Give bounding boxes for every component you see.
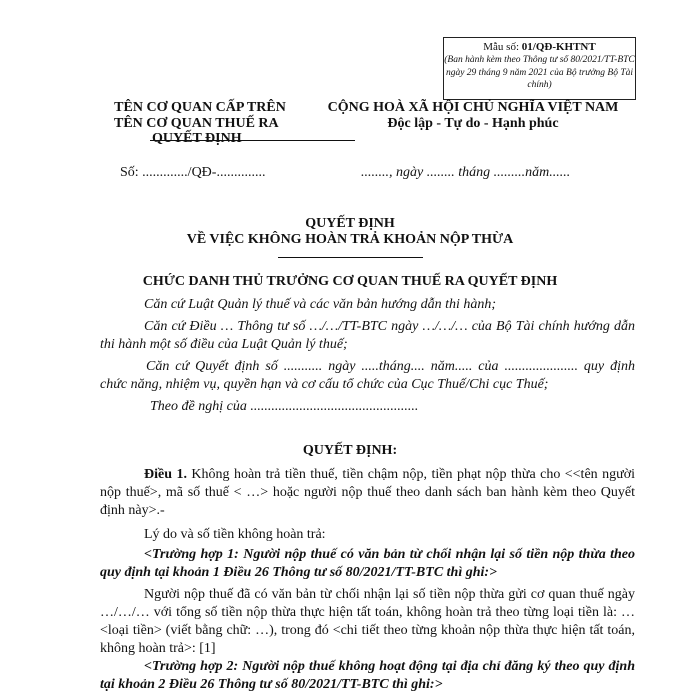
basis-item: Căn cứ Điều … Thông tư số …/…/TT-BTC ngày …/…/… của Bộ Tài chính hướng dẫn thi hành một số điều của Luật Quản lý thuế; [100, 319, 635, 352]
tax-agency-line2 [152, 131, 242, 147]
form-code-value: 01/QĐ-KHTNT [521, 41, 596, 53]
article-1-label: Điều 1. [144, 467, 187, 482]
issuing-authority: CHỨC DANH THỦ TRƯỞNG CƠ QUAN THUẾ RA QUYẾT ĐỊNH [142, 274, 558, 289]
title-line1: QUYẾT ĐỊNH [305, 216, 395, 231]
tax-agency-line [114, 116, 279, 132]
tax-agency-name: TÊN CƠ QUAN THUẾ RA [114, 116, 279, 131]
article-1 [100, 466, 635, 520]
case-2-heading: <Trường hợp 2: Người nộp thuế không hoạt động tại địa chỉ đăng ký theo quy định tại khoản 2 Điều 26 Thông tư số 80/2021/TT-BTC thì ghi:> [100, 659, 635, 692]
article-1-text: Không hoàn trả tiền thuế, tiền chậm nộp, tiền phạt nộp thừa cho <<tên người nộp thuế>, mã số thuế < …> hoặc người nộp thuế theo danh sách ban hành kèm theo Quyết định này>.- [100, 467, 635, 518]
national-motto: Độc lập - Tự do - Hạnh phúc [387, 116, 559, 131]
form-code-label: Mẫu số: [483, 41, 520, 53]
parent-agency: TÊN CƠ QUAN CẤP TRÊN [114, 100, 286, 115]
document-title [150, 216, 550, 248]
form-note: (Ban hành kèm theo Thông tư số 80/2021/TT-BTC ngày 29 tháng 9 năm 2021 của Bộ trưởng Bộ Tài chính) [444, 55, 635, 90]
national-title: CỘNG HOÀ XÃ HỘI CHỦ NGHĨA VIỆT NAM [327, 100, 619, 115]
form-code [444, 41, 635, 54]
decision-heading: QUYẾT ĐỊNH: [302, 443, 398, 458]
title-line2: VỀ VIỆC KHÔNG HOÀN TRẢ KHOẢN NỘP THỪA [186, 232, 514, 247]
form-code-box [443, 37, 636, 100]
reason-line: Lý do và số tiền không hoàn trả: [144, 527, 326, 542]
decision-number: Số: ............./QĐ-.............. [120, 165, 266, 180]
case-1-text: Người nộp thuế đã có văn bản từ chối nhận lại số tiền nộp thừa gửi cơ quan thuế ngày …/…/… với tổng số tiền nộp thừa thực hiện tất toán, không hoàn trả theo từng loại tiền là: …<loại tiền> (viết bằng chữ: …), trong đó <chi tiết theo từng khoản nộp thừa thực hiện tất toán, không hoàn trả>: [1] [100, 587, 635, 656]
tax-agency-decision-word: QUYẾT ĐỊNH [152, 131, 242, 146]
basis-item: Căn cứ Quyết định số ........... ngày .....tháng.... năm..... của ..................... quy định chức năng, nhiệm vụ, quyền hạn và cơ cấu tổ chức của Cục Thuế/Chi cục Thuế; [100, 359, 635, 392]
decision-date: ........, ngày ........ tháng .........năm...... [361, 165, 571, 180]
basis-item: Căn cứ Luật Quản lý thuế và các văn bản hướng dẫn thi hành; [144, 297, 497, 312]
national-header [318, 100, 628, 132]
agency-header [100, 100, 300, 116]
case-1-heading: <Trường hợp 1: Người nộp thuế có văn bản từ chối nhận lại số tiền nộp thừa theo quy định tại khoản 1 Điều 26 Thông tư số 80/2021/TT-BTC thì ghi:> [100, 547, 635, 580]
basis-item: Theo đề nghị của ................................................ [150, 399, 419, 414]
title-underline [278, 257, 423, 258]
agency-underline [150, 140, 355, 141]
